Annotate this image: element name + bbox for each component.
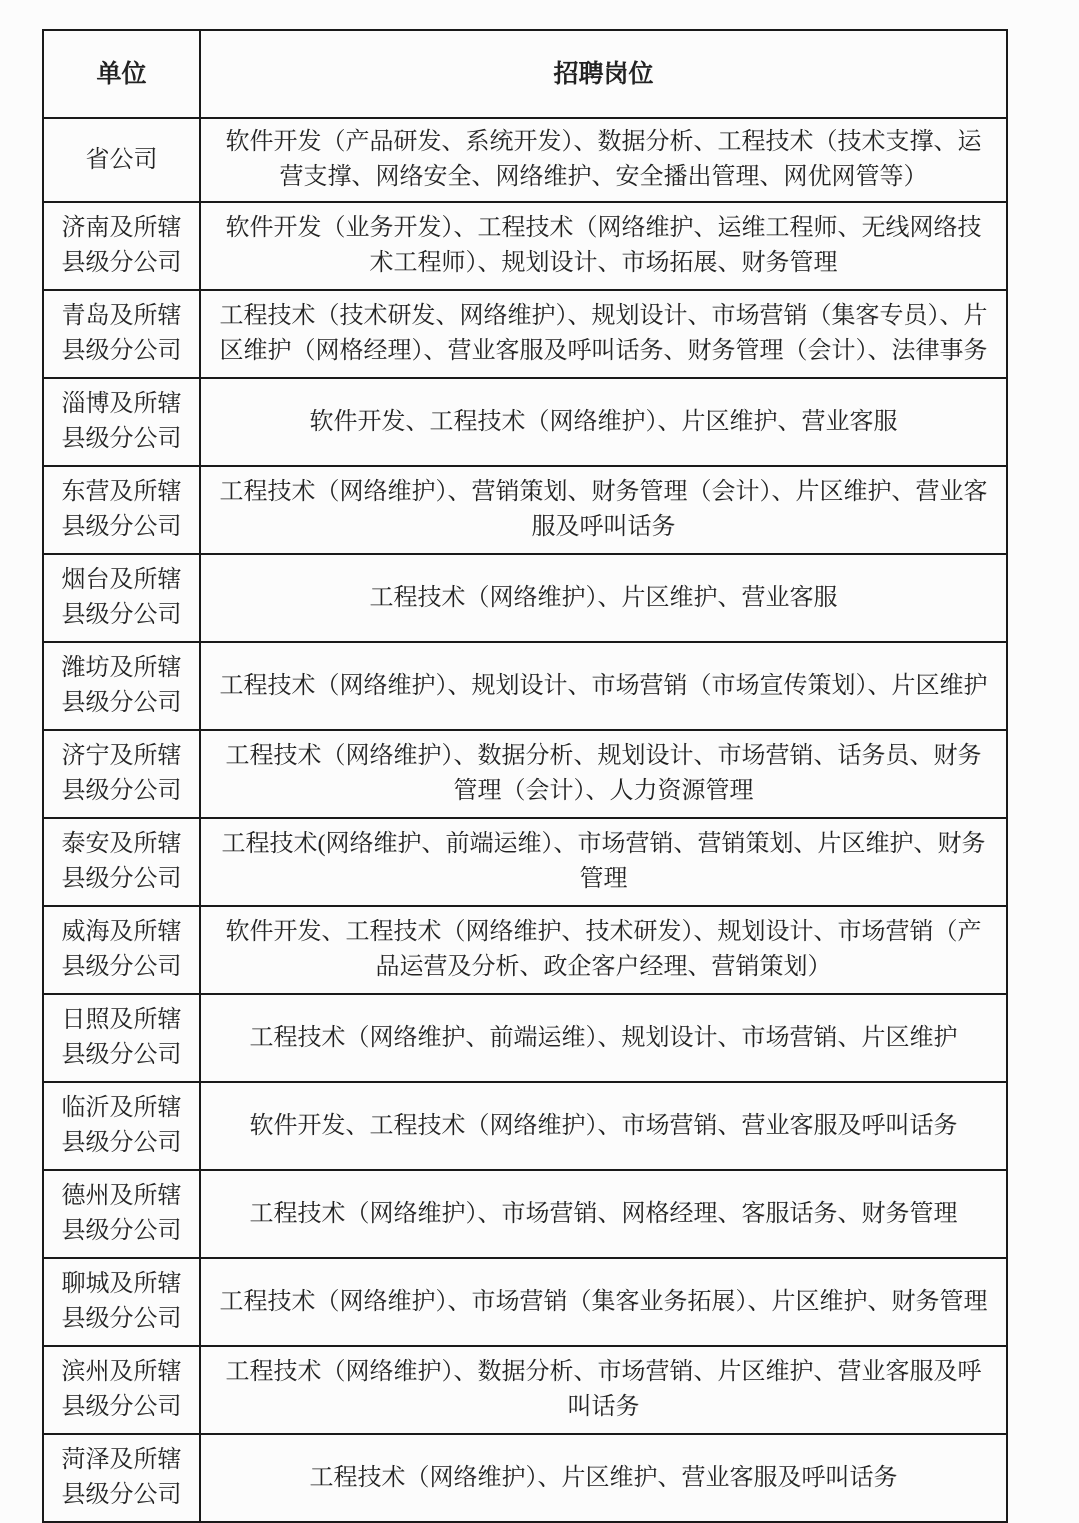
header-unit: 单位 xyxy=(43,30,200,118)
table-row xyxy=(43,1258,1007,1346)
table-row xyxy=(43,906,1007,994)
table-row xyxy=(43,1082,1007,1170)
recruitment-table xyxy=(42,29,1008,1523)
unit-cell: 威海及所辖县级分公司 xyxy=(43,906,200,994)
table-row xyxy=(43,818,1007,906)
positions-cell: 工程技术（网络维护）、数据分析、市场营销、片区维护、营业客服及呼叫话务 xyxy=(200,1346,1007,1434)
unit-cell: 潍坊及所辖县级分公司 xyxy=(43,642,200,730)
table-row xyxy=(43,290,1007,378)
unit-cell: 济宁及所辖县级分公司 xyxy=(43,730,200,818)
unit-cell: 德州及所辖县级分公司 xyxy=(43,1170,200,1258)
positions-cell: 软件开发、工程技术（网络维护、技术研发）、规划设计、市场营销（产品运营及分析、政企客户经理、营销策划） xyxy=(200,906,1007,994)
positions-cell: 工程技术（网络维护）、市场营销（集客业务拓展）、片区维护、财务管理 xyxy=(200,1258,1007,1346)
unit-cell: 聊城及所辖县级分公司 xyxy=(43,1258,200,1346)
table-row xyxy=(43,730,1007,818)
table-row xyxy=(43,994,1007,1082)
table-row xyxy=(43,378,1007,466)
unit-cell: 东营及所辖县级分公司 xyxy=(43,466,200,554)
positions-cell: 软件开发、工程技术（网络维护）、市场营销、营业客服及呼叫话务 xyxy=(200,1082,1007,1170)
table-row xyxy=(43,118,1007,202)
positions-cell: 工程技术（网络维护）、营销策划、财务管理（会计）、片区维护、营业客服及呼叫话务 xyxy=(200,466,1007,554)
header-positions: 招聘岗位 xyxy=(200,30,1007,118)
table-row xyxy=(43,642,1007,730)
table-row xyxy=(43,202,1007,290)
table-row xyxy=(43,554,1007,642)
unit-cell: 日照及所辖县级分公司 xyxy=(43,994,200,1082)
unit-cell: 省公司 xyxy=(43,118,200,202)
positions-cell: 软件开发、工程技术（网络维护）、片区维护、营业客服 xyxy=(200,378,1007,466)
positions-cell: 工程技术（网络维护）、数据分析、规划设计、市场营销、话务员、财务管理（会计）、人力资源管理 xyxy=(200,730,1007,818)
table-row xyxy=(43,466,1007,554)
unit-cell: 烟台及所辖县级分公司 xyxy=(43,554,200,642)
header-row xyxy=(43,30,1007,118)
table-row xyxy=(43,1346,1007,1434)
positions-cell: 工程技术(网络维护、前端运维）、市场营销、营销策划、片区维护、财务管理 xyxy=(200,818,1007,906)
unit-cell: 滨州及所辖县级分公司 xyxy=(43,1346,200,1434)
positions-cell: 工程技术（网络维护、前端运维）、规划设计、市场营销、片区维护 xyxy=(200,994,1007,1082)
unit-cell: 临沂及所辖县级分公司 xyxy=(43,1082,200,1170)
unit-cell: 泰安及所辖县级分公司 xyxy=(43,818,200,906)
table-row xyxy=(43,1434,1007,1522)
unit-cell: 济南及所辖县级分公司 xyxy=(43,202,200,290)
positions-cell: 软件开发（产品研发、系统开发）、数据分析、工程技术（技术支撑、运营支撑、网络安全、网络维护、安全播出管理、网优网管等） xyxy=(200,118,1007,202)
positions-cell: 工程技术（网络维护）、片区维护、营业客服 xyxy=(200,554,1007,642)
unit-cell: 青岛及所辖县级分公司 xyxy=(43,290,200,378)
table-row xyxy=(43,1170,1007,1258)
positions-cell: 工程技术（网络维护）、市场营销、网格经理、客服话务、财务管理 xyxy=(200,1170,1007,1258)
unit-cell: 淄博及所辖县级分公司 xyxy=(43,378,200,466)
positions-cell: 工程技术（网络维护）、规划设计、市场营销（市场宣传策划）、片区维护 xyxy=(200,642,1007,730)
unit-cell: 菏泽及所辖县级分公司 xyxy=(43,1434,200,1522)
positions-cell: 工程技术（网络维护）、片区维护、营业客服及呼叫话务 xyxy=(200,1434,1007,1522)
positions-cell: 工程技术（技术研发、网络维护）、规划设计、市场营销（集客专员）、片区维护（网格经理）、营业客服及呼叫话务、财务管理（会计）、法律事务 xyxy=(200,290,1007,378)
positions-cell: 软件开发（业务开发）、工程技术（网络维护、运维工程师、无线网络技术工程师）、规划设计、市场拓展、财务管理 xyxy=(200,202,1007,290)
